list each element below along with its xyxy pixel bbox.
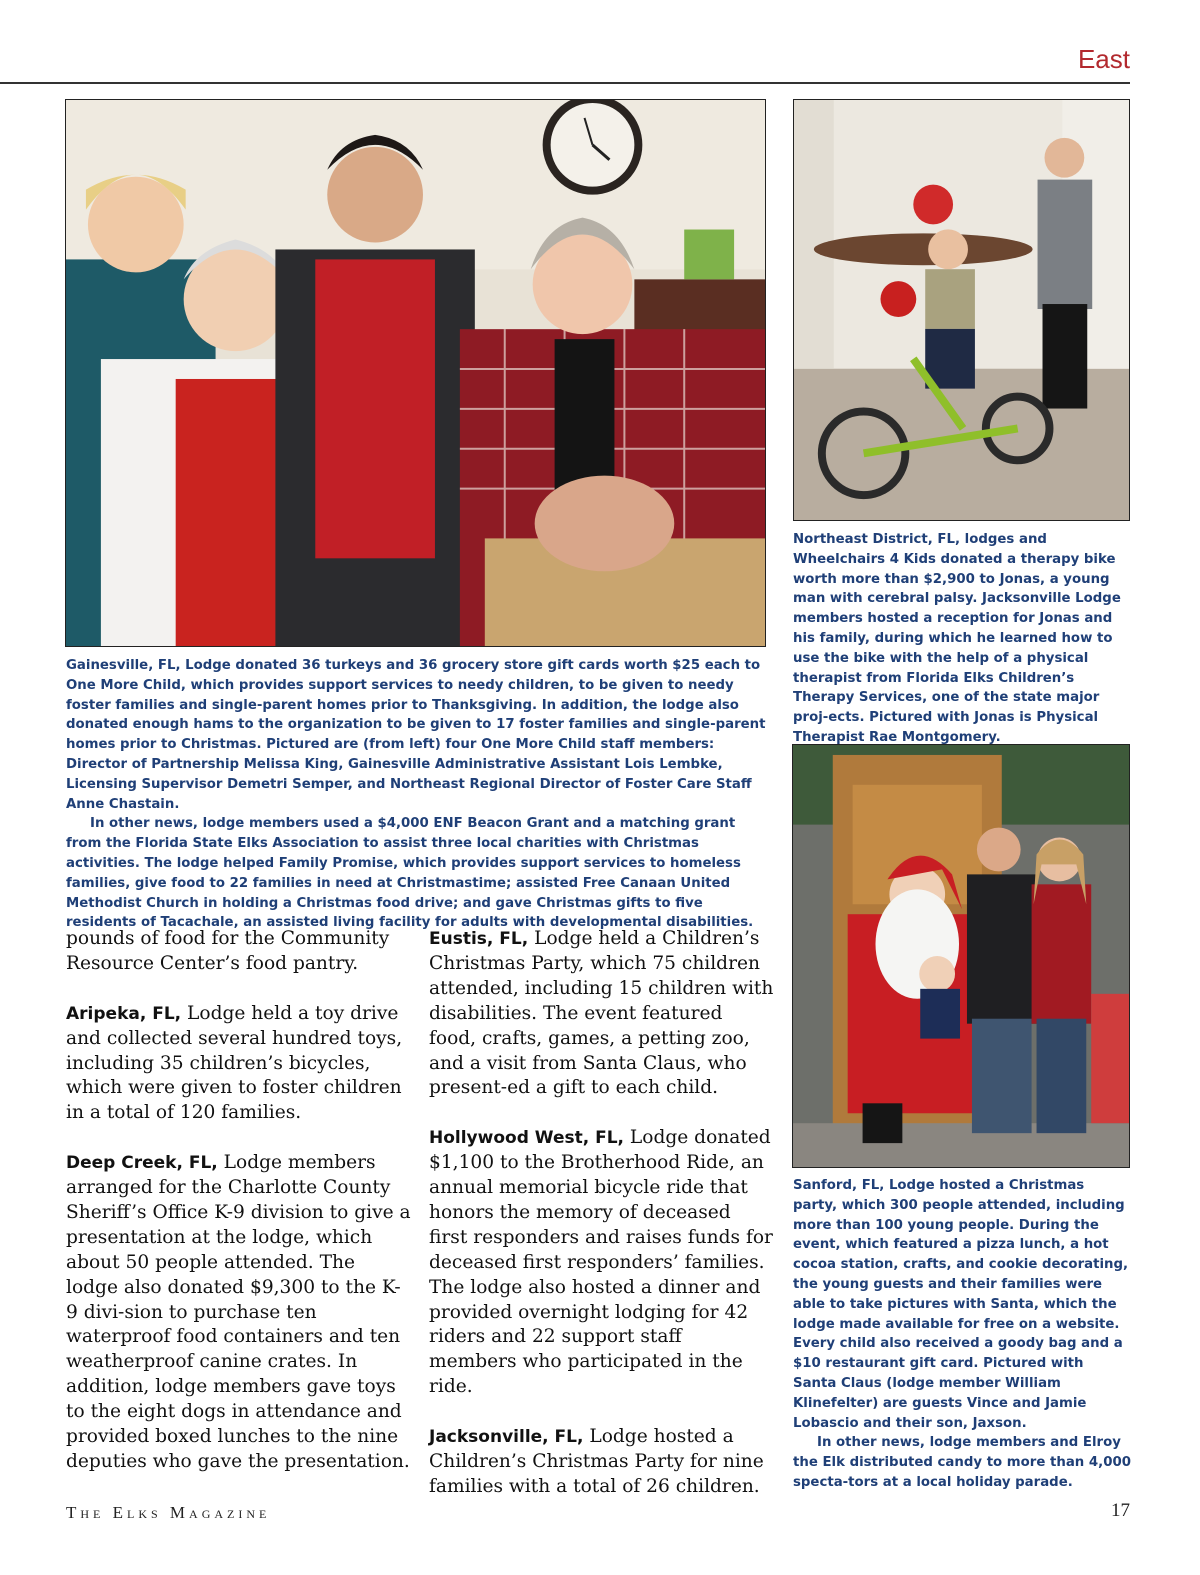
jacksonville-item bbox=[429, 1425, 774, 1500]
eustis-item bbox=[429, 927, 774, 1101]
northeast-photo bbox=[793, 99, 1130, 521]
deepcreek-lead: Deep Creek, FL, bbox=[66, 1153, 218, 1174]
northeast-photo-image bbox=[794, 100, 1129, 520]
aripeka-item bbox=[66, 1002, 411, 1127]
gainesville-caption bbox=[66, 656, 768, 933]
magazine-name: The Elks Magazine bbox=[66, 1503, 271, 1522]
deepcreek-item bbox=[66, 1151, 411, 1475]
gainesville-photo-image bbox=[66, 100, 765, 646]
gainesville-caption-lead: Gainesville, FL, bbox=[66, 658, 181, 673]
aripeka-lead: Aripeka, FL, bbox=[66, 1003, 182, 1024]
aripeka-body: Lodge held a toy drive and collected several hundred toys, including 35 children’s bicycles, which were given to foster children in a total of 120 families. bbox=[66, 1002, 403, 1124]
eustis-body: Lodge held a Children’s Christmas Party, which 75 children attended, including 15 children with disabilities. The event featured food, crafts, games, a petting zoo, and a visit from Santa Claus, who present-ed a gift to each child. bbox=[429, 928, 774, 1099]
eustis-lead: Eustis, FL, bbox=[429, 929, 529, 949]
hollywood-lead: Hollywood West, FL, bbox=[429, 1128, 624, 1149]
sanford-caption-body2: In other news, lodge members and Elroy the Elk distributed candy to more than 4,000 specta-tors at a local holiday parade. bbox=[793, 1435, 1131, 1490]
sanford-caption-paragraph bbox=[793, 1176, 1131, 1433]
page-number: 17 bbox=[1111, 1500, 1130, 1521]
gainesville-caption-body: Lodge donated 36 turkeys and 36 grocery store gift cards worth $25 each to One More Child, which provides support services to needy children, to be given to needy foster families and single-parent homes prior to Thanksgiving. In addition, the lodge also donated enough hams to the organization to be given to 17 foster families and single-parent homes prior to Christmas. Pictured are (from left) four One More Child staff members: Director of Partnership Melissa King, Gainesville Administrative Assistant Lois Lembke, Licensing Supervisor Demetri Semper, and Northeast Regional Director of Foster Care Staff Anne Chastain. bbox=[66, 658, 766, 812]
hollywood-item bbox=[429, 1126, 774, 1400]
section-label: East bbox=[1077, 44, 1130, 74]
gainesville-photo bbox=[65, 99, 766, 647]
gainesville-caption-body2: In other news, lodge members used a $4,000 ENF Beacon Grant and a matching grant from the Florida State Elks Association to assist three local charities with Christmas activities. The lodge helped Family Promise, which provides support services to homeless families, give food to 22 families in need at Christmastime; assisted Free Canaan United Methodist Church in holding a Christmas food drive; and gave Christmas gifts to five residents of Tacachale, an assisted living facility for adults with developmental disabilities. bbox=[66, 816, 754, 931]
sanford-caption bbox=[793, 1176, 1131, 1493]
northeast-caption-paragraph bbox=[793, 530, 1131, 748]
gainesville-caption-paragraph bbox=[66, 656, 768, 814]
northeast-caption-body: lodges and Wheelchairs 4 Kids donated a therapy bike worth more than $2,900 to Jonas, a young man with cerebral palsy. Jacksonville Lodge members hosted a reception for Jonas and his family, during which he learned how to use the bike with the help of a physical therapist from Florida Elks Children’s Therapy Services, one of the state major proj-ects. Pictured with Jonas is Physical Therapist Rae Montgomery. bbox=[793, 532, 1121, 745]
deepcreek-body: Lodge members arranged for the Charlotte County Sheriff’s Office K-9 division to give a presentation at the lodge, which about 50 people attended. The lodge also donated $9,300 to the K-9 divi-sion to purchase ten waterproof food containers and ten weatherproof canine crates. In addition, lodge members gave toys to the eight dogs in attendance and provided boxed lunches to the nine deputies who gave the presentation. bbox=[66, 1152, 411, 1472]
article-column-2 bbox=[429, 927, 774, 1500]
jacksonville-lead: Jacksonville, FL, bbox=[429, 1427, 584, 1448]
header-rule bbox=[0, 82, 1130, 84]
sanford-caption-lead: Sanford, FL, bbox=[793, 1178, 885, 1193]
column1-continued: pounds of food for the Community Resource Center’s food pantry. bbox=[66, 928, 390, 974]
sanford-photo-image bbox=[793, 745, 1129, 1167]
northeast-caption-lead: Northeast District, FL, bbox=[793, 532, 961, 547]
sanford-photo bbox=[792, 744, 1130, 1168]
sanford-caption-body: Lodge hosted a Christmas party, which 300 people attended, including more than 100 young people. During the event, which featured a pizza lunch, a hot cocoa station, crafts, and cookie decorating, the young guests and their families were able to take pictures with Santa, which the lodge made available for free on a website. Every child also received a goody bag and a $10 restaurant gift card. Pictured with Santa Claus (lodge member William Klinefelter) are guests Vince and Jamie Lobascio and their son, Jaxson. bbox=[793, 1178, 1129, 1431]
article-column-1 bbox=[66, 927, 411, 1475]
hollywood-body: Lodge donated $1,100 to the Brotherhood Ride, an annual memorial bicycle ride that honors the memory of deceased first responders and raises funds for deceased first responders’ families. The lodge also hosted a dinner and provided overnight lodging for 42 riders and 22 support staff members who participated in the ride. bbox=[429, 1127, 773, 1398]
northeast-caption bbox=[793, 530, 1131, 748]
jacksonville-body: Lodge hosted a Children’s Christmas Party for nine families with a total of 26 children. bbox=[429, 1426, 764, 1497]
